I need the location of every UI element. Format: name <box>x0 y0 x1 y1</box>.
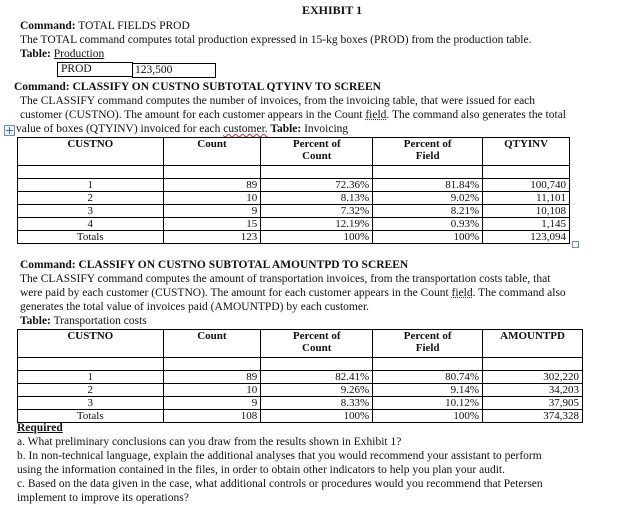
cell-count: 9 <box>163 397 261 410</box>
spacer-row <box>18 166 570 179</box>
cell-percent-field: 80.74% <box>373 371 483 384</box>
table-row <box>18 384 583 397</box>
table-row <box>18 218 570 231</box>
cell-count: 15 <box>163 218 261 231</box>
table-name: Invoicing <box>301 123 349 135</box>
classify-qtyinv-command: Command: CLASSIFY ON CUSTNO SUBTOTAL QTYINV TO SCREEN <box>14 81 381 93</box>
table-label: Table: <box>267 123 302 135</box>
table-name: Transportation costs <box>53 315 147 327</box>
cell-count: 89 <box>163 371 261 384</box>
desc-text: . The command also generates the total <box>386 109 566 121</box>
cell-custno: 2 <box>18 384 164 397</box>
question-c-line-1: c. Based on the data given in the case, what additional controls or procedures would you recommend that Petersen <box>17 478 543 490</box>
table-resize-handle[interactable] <box>572 241 579 248</box>
field-word: field <box>451 287 473 299</box>
cell-qtyinv: 1,145 <box>483 218 570 231</box>
cell-custno: 2 <box>18 192 164 205</box>
cell-count: 108 <box>163 410 261 423</box>
cell-qtyinv: 10,108 <box>483 205 570 218</box>
header-percent-field: Percent of Field <box>373 330 483 358</box>
cell-totals-label: Totals <box>18 410 164 423</box>
cell-custno: 1 <box>18 179 164 192</box>
desc-text: customer (CUSTNO). The amount for each customer appears in the Count <box>20 109 366 121</box>
cell-percent-count: 8.33% <box>261 397 373 410</box>
header-percent-field: Percent of Field <box>373 138 483 166</box>
cell-percent-field: 100% <box>373 231 483 244</box>
exhibit-title: EXHIBIT 1 <box>302 3 363 17</box>
table-row <box>18 192 570 205</box>
cell-percent-field: 9.14% <box>373 384 483 397</box>
production-table-line <box>20 48 104 61</box>
question-c-line-2: implement to improve its operations? <box>17 492 189 504</box>
cell-custno: 4 <box>18 218 164 231</box>
table-row <box>18 205 570 218</box>
cell-custno: 3 <box>18 397 164 410</box>
cell-percent-count: 100% <box>261 410 373 423</box>
cell-percent-count: 9.26% <box>261 384 373 397</box>
table-name: Production <box>53 48 105 60</box>
header-percent-count: Percent of Count <box>261 138 373 166</box>
table-row <box>18 371 583 384</box>
spacer-row <box>18 358 583 371</box>
header-custno: CUSTNO <box>18 138 164 166</box>
field-word: field <box>365 109 387 121</box>
transport-table-line <box>20 315 147 328</box>
header-qtyinv: QTYINV <box>483 138 570 166</box>
cell-amountpd: 302,220 <box>483 371 583 384</box>
cell-count: 9 <box>163 205 261 218</box>
cell-qtyinv: 123,094 <box>483 231 570 244</box>
cell-percent-count: 100% <box>261 231 373 244</box>
header-percent-count: Percent of Count <box>261 330 373 358</box>
header-count: Count <box>163 138 261 166</box>
cell-totals-label: Totals <box>18 231 164 244</box>
customer-word: customer. <box>223 123 268 135</box>
required-heading: Required <box>17 422 63 434</box>
classify-amountpd-command: Command: CLASSIFY ON CUSTNO SUBTOTAL AMOUNTPD TO SCREEN <box>20 259 409 271</box>
cell-count: 10 <box>163 384 261 397</box>
cell-percent-field: 8.21% <box>373 205 483 218</box>
question-b-line-1: b. In non-technical language, explain the additional analyses that you would recommend your assistant to perform <box>17 450 542 462</box>
cell-percent-field: 0.93% <box>373 218 483 231</box>
classify-qtyinv-desc-1: The CLASSIFY command computes the number of invoices, from the invoicing table, that were issued for each <box>20 95 536 107</box>
table-header-row <box>18 138 570 166</box>
table-header-row <box>18 330 583 358</box>
table-label: Table: <box>20 48 51 60</box>
cell-qtyinv: 11,101 <box>483 192 570 205</box>
cell-percent-field: 100% <box>373 410 483 423</box>
cell-amountpd: 37,905 <box>483 397 583 410</box>
desc-text: were paid by each customer (CUSTNO). The amount for each customer appears in the Count <box>20 287 452 299</box>
prod-value-box <box>132 63 216 78</box>
classify-qtyinv-desc-3 <box>16 123 348 136</box>
cell-percent-count: 82.41% <box>261 371 373 384</box>
totals-row <box>18 231 570 244</box>
header-custno: CUSTNO <box>18 330 164 358</box>
cell-percent-count: 12.19% <box>261 218 373 231</box>
invoicing-table <box>17 137 570 244</box>
table-move-handle-icon[interactable] <box>4 125 15 136</box>
command-label: Command: <box>20 20 76 32</box>
cell-count: 123 <box>163 231 261 244</box>
total-command: TOTAL FIELDS PROD <box>78 20 190 32</box>
cell-percent-count: 7.32% <box>261 205 373 218</box>
table-row <box>18 179 570 192</box>
prod-field-name: PROD <box>61 63 92 75</box>
cell-percent-field: 81.84% <box>373 179 483 192</box>
cell-amountpd: 374,328 <box>483 410 583 423</box>
cell-percent-count: 8.13% <box>261 192 373 205</box>
desc-text: value of boxes (QTYINV) invoiced for each <box>16 123 224 135</box>
cell-percent-count: 72.36% <box>261 179 373 192</box>
cell-custno: 3 <box>18 205 164 218</box>
desc-text: . The command also <box>472 287 566 299</box>
prod-field-box <box>57 62 133 77</box>
prod-field-value: 123,500 <box>135 64 173 76</box>
cell-amountpd: 34,203 <box>483 384 583 397</box>
question-b-line-2: using the information contained in the files, in order to obtain other indicators to help you plan your audit. <box>17 464 506 476</box>
question-a: a. What preliminary conclusions can you draw from the results shown in Exhibit 1? <box>17 436 402 448</box>
table-label: Table: <box>20 315 51 327</box>
cell-qtyinv: 100,740 <box>483 179 570 192</box>
cell-percent-field: 9.02% <box>373 192 483 205</box>
cell-count: 10 <box>163 192 261 205</box>
classify-amountpd-desc-3: generates the total value of invoices paid (AMOUNTPD) by each customer. <box>20 301 370 313</box>
classify-amountpd-desc-1: The CLASSIFY command computes the amount of transportation invoices, from the transportation costs table, that <box>20 273 551 285</box>
cell-percent-field: 10.12% <box>373 397 483 410</box>
cell-count: 89 <box>163 179 261 192</box>
total-command-line <box>20 20 190 33</box>
classify-qtyinv-desc-2 <box>20 109 566 122</box>
total-description: The TOTAL command computes total production expressed in 15-kg boxes (PROD) from the production table. <box>20 34 532 46</box>
header-amountpd: AMOUNTPD <box>483 330 583 358</box>
cell-custno: 1 <box>18 371 164 384</box>
totals-row <box>18 410 583 423</box>
classify-amountpd-desc-2 <box>20 287 566 300</box>
table-row <box>18 397 583 410</box>
transportation-table <box>17 329 583 423</box>
header-count: Count <box>163 330 261 358</box>
